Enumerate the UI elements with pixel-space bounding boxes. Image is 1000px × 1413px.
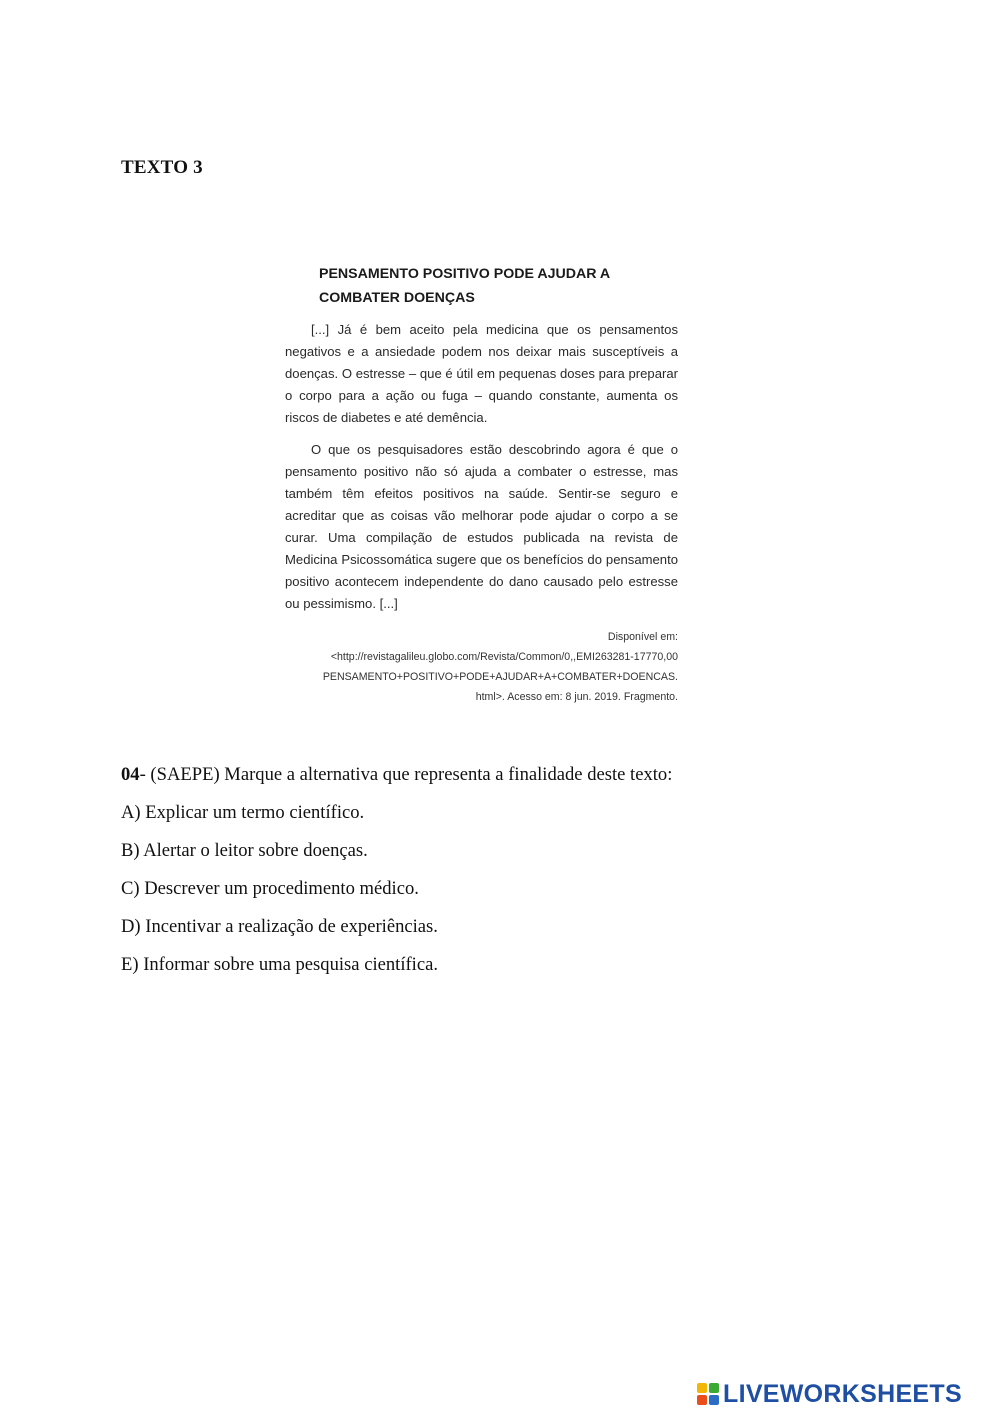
question-text: - (SAEPE) Marque a alternativa que representa a finalidade deste texto: — [139, 764, 673, 785]
source-line: PENSAMENTO+POSITIVO+PODE+AJUDAR+A+COMBATER+DOENCAS. — [322, 671, 678, 683]
logo-tile — [697, 1383, 707, 1393]
source-line: html>. Acesso em: 8 jun. 2019. Fragmento. — [475, 691, 678, 703]
question-block — [121, 762, 901, 990]
article-source — [285, 627, 678, 707]
article-paragraph-1: [...] Já é bem aceito pela medicina que os pensamentos negativos e a ansiedade podem nos deixar mais susceptíveis a doenças. O estresse – que é útil em pequenas doses para preparar o corpo para a ação ou fuga – quando constante, aumenta os riscos de diabetes e até demência. — [285, 322, 678, 425]
option-c[interactable]: C) Descrever um procedimento médico. — [121, 878, 419, 899]
logo-tile — [697, 1395, 707, 1405]
question-number: 04 — [121, 764, 140, 785]
logo-tile — [709, 1383, 719, 1393]
option-a[interactable]: A) Explicar um termo científico. — [121, 802, 365, 823]
article-paragraph-2: O que os pesquisadores estão descobrindo agora é que o pensamento positivo não só ajuda a combater o estresse, mas também têm efeitos positivos na saúde. Sentir-se seguro e acreditar que as coisas vão melhorar pode ajudar o corpo a se curar. Uma compilação de estudos publicada na revista de Medicina Psicossomática sugere que os benefícios do pensamento positivo acontecem independente do dano causado pelo estresse ou pessimismo. [...] — [285, 442, 678, 611]
section-heading: TEXTO 3 — [121, 157, 203, 178]
option-d[interactable]: D) Incentivar a realização de experiências. — [121, 916, 438, 937]
article-excerpt — [285, 262, 678, 707]
option-e[interactable]: E) Informar sobre uma pesquisa científica. — [121, 954, 439, 975]
source-line: Disponível em: — [607, 631, 678, 643]
source-line: <http://revistagalileu.globo.com/Revista/Common/0,,EMI263281-17770,00 — [330, 651, 678, 663]
liveworksheets-logo-icon — [697, 1383, 719, 1405]
brand-name: LIVEWORKSHEETS — [723, 1379, 962, 1408]
question-stem — [121, 762, 901, 787]
logo-tile — [709, 1395, 719, 1405]
liveworksheets-brand — [697, 1376, 962, 1412]
article-title: PENSAMENTO POSITIVO PODE AJUDAR A COMBATER DOENÇAS — [319, 266, 610, 306]
option-b[interactable]: B) Alertar o leitor sobre doenças. — [121, 840, 368, 861]
